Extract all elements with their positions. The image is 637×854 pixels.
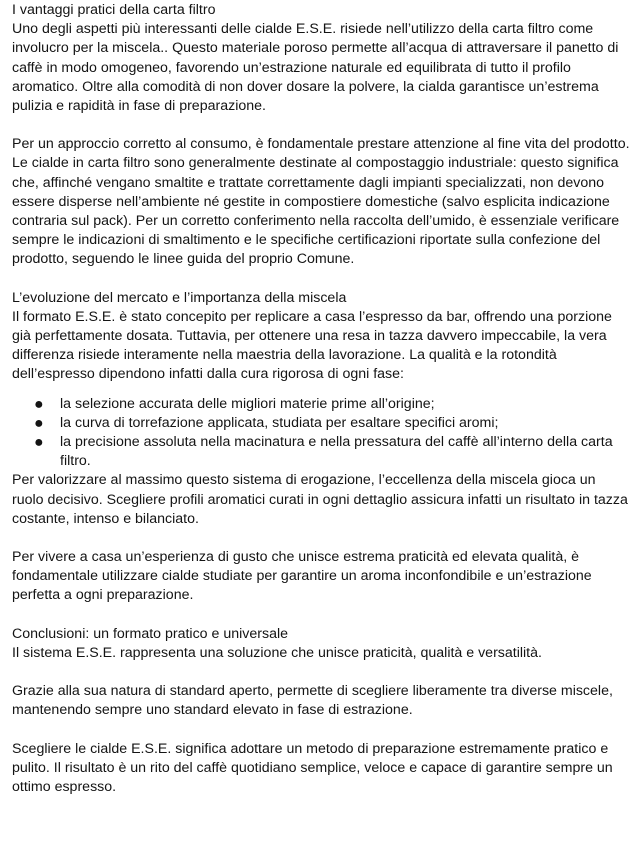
paragraph-sistema-ese: Il sistema E.S.E. rappresenta una soluzione che unisce praticità, qualità e versatilità. [12,644,542,661]
section-heading-carta-filtro: I vantaggi pratici della carta filtro [12,2,216,18]
list-item-text: la curva di torrefazione applicata, studiata per esaltare specifici aromi; [60,414,499,431]
spacer [12,529,631,548]
bullet-icon: ● [34,414,44,432]
bullet-icon: ● [34,395,44,413]
bullet-list [12,395,631,472]
paragraph-standard-aperto: Grazie alla sua natura di standard aperto, permette di scegliere liberamente tra diverse miscele, mantenendo sempre uno standard elevato in fase di estrazione. [12,683,613,719]
list-item [34,395,631,414]
paragraph-esperienza: Per vivere a casa un’esperienza di gusto che unisce estrema praticità ed elevata qualità, è fondamentale utilizzare cialde studiate per garantire un aroma inconfondibile e un’estrazione perfetta a ogni preparazione. [12,549,592,604]
paragraph-valorizzare: Per valorizzare al massimo questo sistema di erogazione, l’eccellenza della miscela gioca un ruolo decisivo. Scegliere profili aromatici curati in ogni dettaglio assicura infatti un risultato in tazza costante, intenso e bilanciato. [12,472,628,527]
spacer [12,116,631,135]
paragraph-scegliere: Scegliere le cialde E.S.E. significa adottare un metodo di preparazione estremamente pratico e pulito. Il risultato è un rito del caffè quotidiano semplice, veloce e capace di garantire sempre un ottimo espresso. [12,740,613,795]
spacer [12,721,631,740]
list-item [34,414,631,433]
bullet-list-wrapper [12,395,631,472]
spacer [12,270,631,289]
paragraph-carta-filtro: Uno degli aspetti più interessanti delle cialde E.S.E. risiede nell’utilizzo della carta filtro come involucro per la miscela.. Questo materiale poroso permette all’acqua di attraversare il panetto di caffè in modo omogeneo, favorendo un’estrazione naturale ed equilibrata di tutto il profilo aromatico. Oltre alla comodità di non dover dosare la polvere, la cialda garantisce un’estrema pulizia e rapidità in fase di preparazione. [12,21,619,115]
paragraph-fine-vita: Per un approccio corretto al consumo, è fondamentale prestare attenzione al fine vita del prodotto. Le cialde in carta filtro sono generalmente destinate al compostaggio industriale: questo significa che, affinché vengano smaltite e trattate correttamente dagli impianti specializzati, non devono essere disperse nell’ambiente né gestite in compostiere domestiche (salvo esplicita indicazione contraria sul pack). Per un corretto conferimento nella raccolta dell’umido, è essenziale verificare sempre le indicazioni di smaltimento e le specifiche certificazioni riportate sulla confezione del prodotto, seguendo le linee guida del proprio Comune. [12,136,630,268]
paragraph-formato-ese: Il formato E.S.E. è stato concepito per replicare a casa l’espresso da bar, offrendo una porzione già perfettamente dosata. Tuttavia, per ottenere una resa in tazza davvero impeccabile, la vera differenza risiede interamente nella maestria della lavorazione. La qualità e la rotondità dell’espresso dipendono infatti dalla cura rigorosa di ogni fase: [12,308,612,383]
bullet-icon: ● [34,434,44,452]
list-item [34,433,631,471]
spacer [12,663,631,682]
section-heading-conclusioni: Conclusioni: un formato pratico e universale [12,625,289,642]
section-heading-evoluzione: L’evoluzione del mercato e l’importanza della miscela [12,289,347,306]
list-item-text: la selezione accurata delle migliori materie prime all’origine; [60,395,435,412]
spacer [12,606,631,625]
list-item-text: la precisione assoluta nella macinatura e nella pressatura del caffè all’interno della carta filtro. [60,434,613,470]
